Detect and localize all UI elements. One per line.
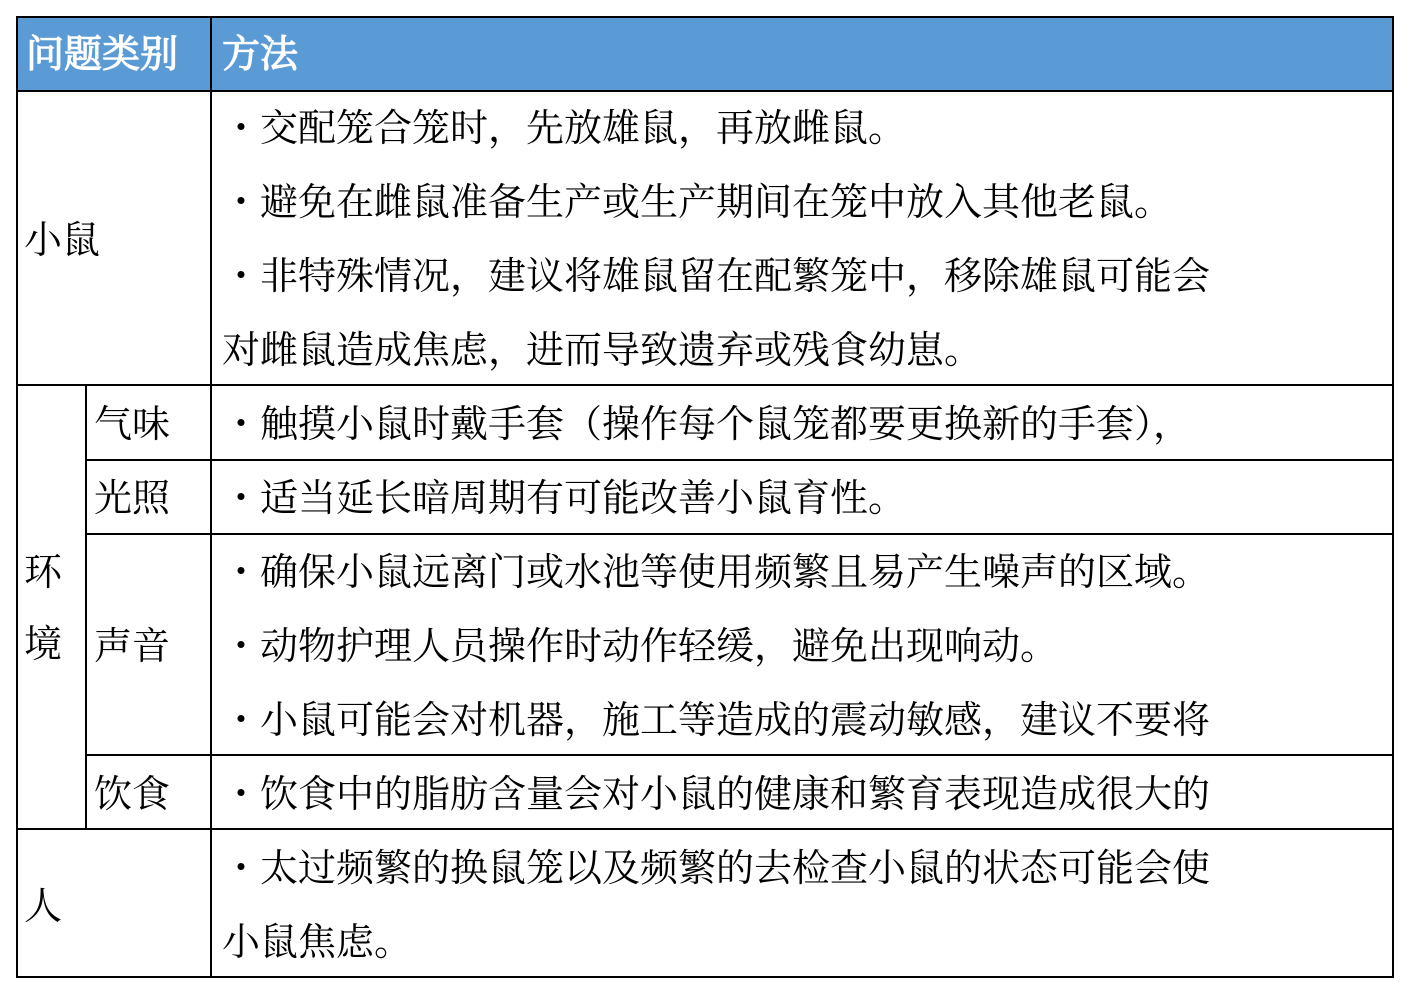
grid-line [16,16,18,978]
header-method: 方法 [222,32,299,76]
mouse-line-4: 对雌鼠造成焦虑，进而导致遗弃或残食幼崽。 [222,328,983,372]
grid-line [16,384,1394,386]
smell-line-1: ・触摸小鼠时戴手套（操作每个鼠笼都要更换新的手套）， [222,402,1192,446]
grid-line [86,533,1394,535]
sound-line-1: ・确保小鼠远离门或水池等使用频繁且易产生噪声的区域。 [222,550,1211,594]
light-line-1: ・适当延长暗周期有可能改善小鼠育性。 [222,476,907,520]
sub-label-diet: 饮食 [94,772,171,816]
people-line-1: ・太过频繁的换鼠笼以及频繁的去检查小鼠的状态可能会使 [222,846,1211,890]
grid-line [16,16,1394,18]
sound-line-2: ・动物护理人员操作时动作轻缓，避免出现响动。 [222,624,1059,668]
row-label-environment-2: 境 [24,622,63,666]
sub-label-sound: 声音 [94,624,171,668]
grid-line [16,828,1394,830]
grid-line [16,90,1394,92]
grid-line [86,459,1394,461]
row-label-mouse: 小鼠 [24,218,101,262]
header-category: 问题类别 [26,32,179,76]
people-line-2: 小鼠焦虑。 [222,920,413,964]
grid-line [16,976,1394,978]
grid-line [1392,16,1394,978]
grid-line [85,384,87,830]
grid-line [210,16,212,978]
diet-line-1: ・饮食中的脂肪含量会对小鼠的健康和繁育表现造成很大的 [222,772,1211,816]
sub-label-light: 光照 [94,476,171,520]
mouse-line-2: ・避免在雌鼠准备生产或生产期间在笼中放入其他老鼠。 [222,180,1173,224]
row-label-people: 人 [24,884,63,928]
mouse-line-3: ・非特殊情况，建议将雄鼠留在配繁笼中，移除雄鼠可能会 [222,254,1211,298]
sound-line-3: ・小鼠可能会对机器，施工等造成的震动敏感，建议不要将 [222,698,1211,742]
grid-line [86,754,1394,756]
sub-label-smell: 气味 [94,402,171,446]
mouse-line-1: ・交配笼合笼时，先放雄鼠，再放雌鼠。 [222,106,907,150]
row-label-environment-1: 环 [24,550,63,594]
